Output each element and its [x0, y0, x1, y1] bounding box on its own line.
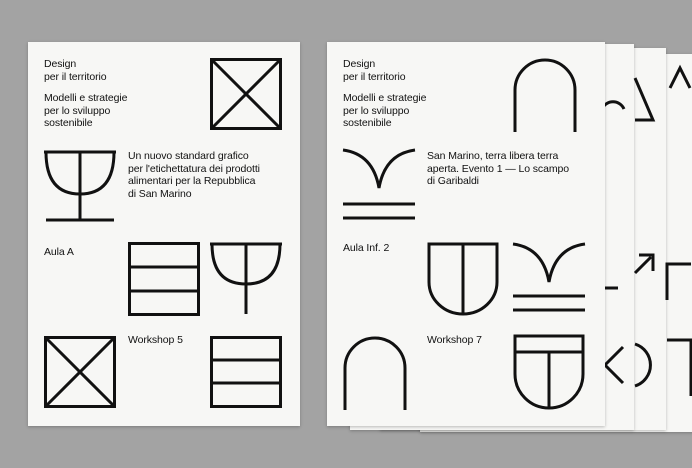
- poster-workshop: Workshop 7: [427, 334, 482, 346]
- crossed-square-icon: [210, 58, 282, 130]
- arrow-corner-icon: [633, 245, 663, 275]
- poster-description: Un nuovo standard grafico per l'etichettatura dei prodotti alimentari per la Repubblica di San Marino: [128, 150, 260, 200]
- square-line-icon: [665, 338, 692, 398]
- right-poster: [327, 42, 605, 426]
- wave-lines-icon: [343, 148, 415, 222]
- goblet-icon: [44, 150, 116, 226]
- wave-lines-icon: [513, 242, 585, 316]
- left-poster: [28, 42, 300, 426]
- poster-subtitle: Modelli e strategie per lo sviluppo sostenibile: [343, 92, 427, 129]
- diamond-corner-icon: [603, 345, 633, 385]
- triangle-icon: [668, 60, 692, 90]
- bracket-icon: [665, 262, 692, 302]
- arch-icon: [343, 336, 407, 410]
- poster-title: Design per il territorio: [343, 58, 406, 83]
- poster-room: Aula A: [44, 246, 74, 258]
- poster-description: San Marino, terra libera terra aperta. Evento 1 — Lo scampo di Garibaldi: [427, 150, 569, 187]
- poster-subtitle: Modelli e strategie per lo sviluppo sostenibile: [44, 92, 128, 129]
- arch-icon: [513, 58, 577, 132]
- triangle-icon: [633, 70, 663, 130]
- stacked-bars-icon: [128, 242, 200, 316]
- poster-title: Design per il territorio: [44, 58, 107, 83]
- crossed-square-icon: [44, 336, 116, 408]
- poster-workshop: Workshop 5: [128, 334, 183, 346]
- poster-room: Aula Inf. 2: [343, 242, 390, 254]
- half-circle-icon: [633, 340, 663, 390]
- shield-icon: [513, 334, 585, 410]
- stacked-bars-icon: [210, 336, 282, 408]
- shield-icon: [427, 242, 499, 316]
- goblet-icon: [210, 242, 282, 318]
